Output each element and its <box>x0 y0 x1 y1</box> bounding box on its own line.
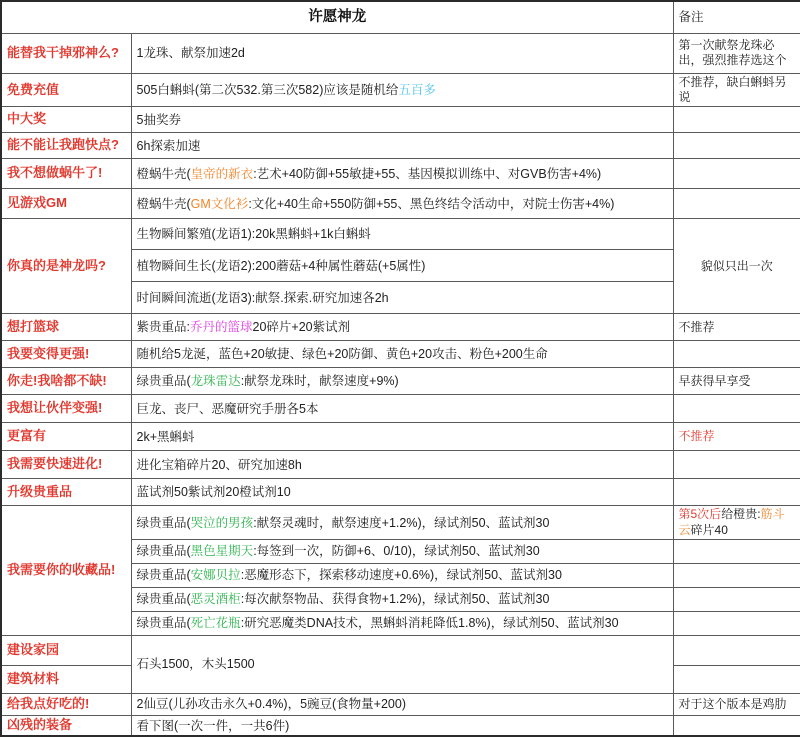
table-row <box>1 159 800 189</box>
table-title: 许愿神龙 <box>1 1 673 33</box>
note-cell: 不推荐 <box>673 423 800 451</box>
note-cell <box>673 715 800 736</box>
table-row <box>1 33 800 73</box>
table-row <box>1 73 800 107</box>
note-cell <box>673 479 800 506</box>
wish-label: 能替我干掉邪神么? <box>1 33 131 73</box>
reward-cell: 紫贵重品:乔丹的篮球20碎片+20紫试剂 <box>131 314 673 341</box>
table-row <box>1 451 800 479</box>
note-cell <box>673 563 800 587</box>
note-cell <box>673 539 800 563</box>
table-row <box>1 715 800 736</box>
reward-cell: 2k+黑蝌蚪 <box>131 423 673 451</box>
wish-label: 升级贵重品 <box>1 479 131 506</box>
note-cell: 早获得早享受 <box>673 368 800 395</box>
wish-label: 我想让伙伴变强! <box>1 395 131 423</box>
wish-label: 免费充值 <box>1 73 131 107</box>
wish-label: 建筑材料 <box>1 665 131 693</box>
wish-label: 我要变得更强! <box>1 341 131 368</box>
note-cell: 第一次献祭龙珠必出，强烈推荐选这个 <box>673 33 800 73</box>
reward-cell: 随机给5龙涎，蓝色+20敏捷、绿色+20防御、黄色+20攻击、粉色+200生命 <box>131 341 673 368</box>
note-cell <box>673 341 800 368</box>
table-row <box>1 635 800 665</box>
table-row <box>1 368 800 395</box>
note-cell: 不推荐，缺白蝌蚪另说 <box>673 73 800 107</box>
reward-cell: 橙蜗牛壳(GM文化衫:文化+40生命+550防御+55、黑色终结令活动中，对院士伤害+4%) <box>131 189 673 219</box>
note-cell: 第5次后给橙贵:筋斗云碎片40 <box>673 506 800 540</box>
reward-cell: 巨龙、丧尸、恶魔研究手册各5本 <box>131 395 673 423</box>
table-row <box>1 189 800 219</box>
reward-cell: 5抽奖券 <box>131 107 673 133</box>
reward-cell: 绿贵重品(安娜贝拉:恶魔形态下，探索移动速度+0.6%)，绿试剂50、蓝试剂30 <box>131 563 673 587</box>
reward-cell: 进化宝箱碎片20、研究加速8h <box>131 451 673 479</box>
wish-label: 更富有 <box>1 423 131 451</box>
table-row <box>1 314 800 341</box>
table-row <box>1 479 800 506</box>
header-row <box>1 1 800 33</box>
reward-cell: 绿贵重品(恶灵酒柜:每次献祭物品、获得食物+1.2%)，绿试剂50、蓝试剂30 <box>131 587 673 611</box>
reward-cell: 生物瞬间繁殖(龙语1):20k黑蝌蚪+1k白蝌蚪 <box>131 219 673 250</box>
table-row <box>1 423 800 451</box>
reward-cell: 1龙珠、献祭加速2d <box>131 33 673 73</box>
table-row <box>1 341 800 368</box>
note-cell <box>673 133 800 159</box>
wish-label: 你走!我啥都不缺! <box>1 368 131 395</box>
note-cell <box>673 611 800 635</box>
reward-cell: 蓝试剂50紫试剂20橙试剂10 <box>131 479 673 506</box>
reward-cell: 时间瞬间流逝(龙语3):献祭.探索.研究加速各2h <box>131 282 673 314</box>
notes-column-header: 备注 <box>673 1 800 33</box>
reward-cell: 橙蜗牛壳(皇帝的新衣:艺术+40防御+55敏捷+55、基因模拟训练中、对GVB伤害+4%) <box>131 159 673 189</box>
table-row <box>1 693 800 715</box>
wish-label: 给我点好吃的! <box>1 693 131 715</box>
table-row <box>1 107 800 133</box>
note-cell <box>673 665 800 693</box>
reward-cell: 505白蝌蚪(第二次532.第三次582)应该是随机给五百多 <box>131 73 673 107</box>
wish-label: 想打篮球 <box>1 314 131 341</box>
note-cell <box>673 451 800 479</box>
reward-cell: 看下图(一次一件，一共6件) <box>131 715 673 736</box>
wish-label: 我不想做蜗牛了! <box>1 159 131 189</box>
reward-cell: 绿贵重品(死亡花瓶:研究恶魔类DNA技术，黑蝌蚪消耗降低1.8%)，绿试剂50、蓝试剂30 <box>131 611 673 635</box>
note-cell <box>673 635 800 665</box>
note-cell: 不推荐 <box>673 314 800 341</box>
wish-label: 你真的是神龙吗? <box>1 219 131 314</box>
table-row <box>1 133 800 159</box>
reward-cell: 绿贵重品(龙珠雷达:献祭龙珠时，献祭速度+9%) <box>131 368 673 395</box>
table-row <box>1 506 800 540</box>
note-cell <box>673 395 800 423</box>
note-cell <box>673 159 800 189</box>
wish-label: 我需要你的收藏品! <box>1 506 131 636</box>
wish-label: 我需要快速进化! <box>1 451 131 479</box>
note-cell <box>673 587 800 611</box>
reward-cell: 6h探索加速 <box>131 133 673 159</box>
reward-cell: 植物瞬间生长(龙语2):200蘑菇+4种属性蘑菇(+5属性) <box>131 250 673 282</box>
wish-label: 建设家园 <box>1 635 131 665</box>
table-row <box>1 219 800 250</box>
note-cell: 对于这个版本是鸡肋 <box>673 693 800 715</box>
note-cell <box>673 107 800 133</box>
wish-label: 中大奖 <box>1 107 131 133</box>
table-row <box>1 395 800 423</box>
wish-label: 见游戏GM <box>1 189 131 219</box>
note-cell <box>673 189 800 219</box>
wish-label: 凶残的装备 <box>1 715 131 736</box>
reward-cell: 石头1500，木头1500 <box>131 635 673 693</box>
wish-label: 能不能让我跑快点? <box>1 133 131 159</box>
reward-cell: 绿贵重品(黑色星期天:每签到一次，防御+6、0/10)，绿试剂50、蓝试剂30 <box>131 539 673 563</box>
reward-cell: 2仙豆(儿孙攻击永久+0.4%)，5豌豆(食物量+200) <box>131 693 673 715</box>
note-cell: 貌似只出一次 <box>673 219 800 314</box>
reward-cell: 绿贵重品(哭泣的男孩:献祭灵魂时，献祭速度+1.2%)，绿试剂50、蓝试剂30 <box>131 506 673 540</box>
